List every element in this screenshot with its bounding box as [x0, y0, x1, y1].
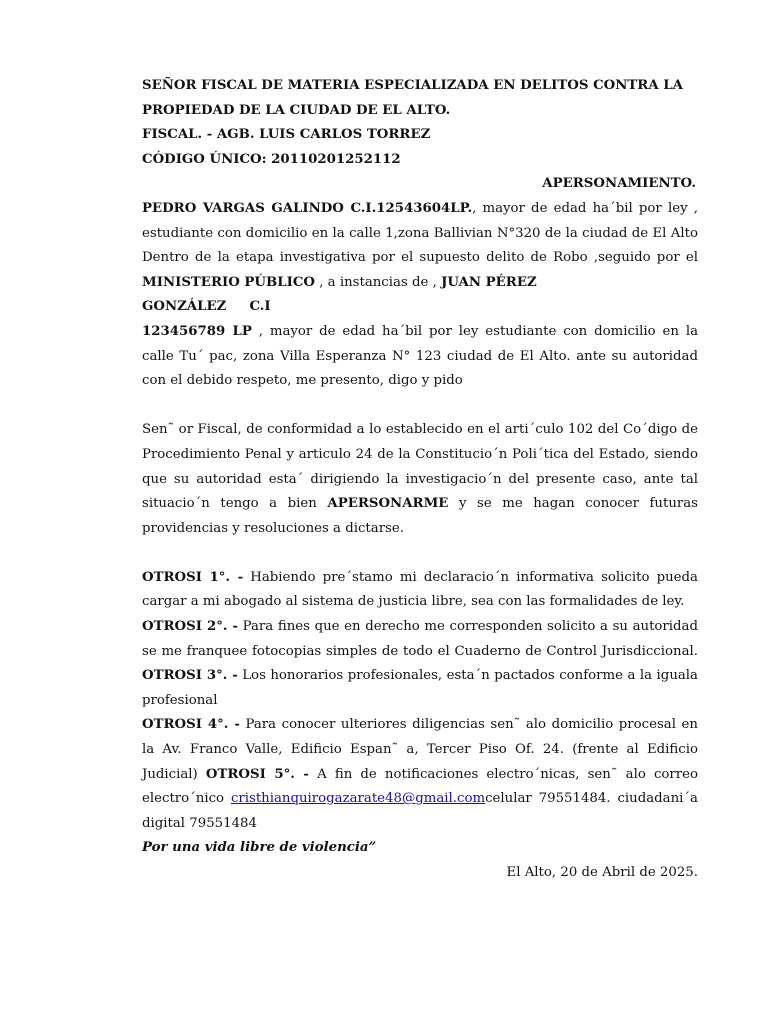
intro-text	[142, 197, 698, 295]
ministerio-publico: MINISTERIO PÚBLICO	[142, 274, 315, 290]
otrosi-1-label: OTROSI 1°. -	[142, 569, 244, 585]
email-link[interactable]: cristhianquirogazarate48@gmail.com	[230, 791, 486, 807]
otrosi-4-text: Para conocer ulteriores diligencias sen˜ alo domicilio procesal en la Av. Franco Valle, Edificio Espan˜ a, Tercer Piso Of. 24. (frente al Edificio Judicial)	[142, 717, 698, 782]
document-title: APERSONAMIENTO.	[542, 176, 696, 192]
document-content	[142, 74, 698, 886]
apersonarme-keyword: APERSONARME	[327, 496, 449, 512]
accused-ci: 123456789 LP	[142, 323, 252, 339]
intro-text-1: , mayor de edad ha´bil por ley , estudiante con domicilio en la calle 1,zona Ballivian N°320 de la ciudad de El Alto Dentro de la etapa investigativa por el supuesto delito de Robo ,seguido por el	[142, 200, 698, 266]
otrosi-5-tail: celular 79551484. ciudadani´a digital 79551484	[142, 791, 698, 831]
otrosi-2-text: Para fines que en derecho me corresponden solicito a su autoridad se me franquee fotocopias simples de todo el Cuaderno de Control Jurisdiccional.	[142, 619, 698, 659]
otrosi-5-text: A fin de notificaciones electro´nicas, sen˜ alo correo electro´nico	[142, 766, 699, 807]
otrosi-3-text: Los honorarios profesionales, esta´n pactados conforme a la iguala profesional	[142, 668, 698, 708]
addressee-line-2: PROPIEDAD DE LA CIUDAD DE EL ALTO.	[142, 102, 451, 118]
otrosi-4-5-paragraph	[142, 713, 698, 836]
accused-name-part-1: JUAN PÉREZ	[441, 274, 537, 290]
slogan: Por una vida libre de violencia”	[142, 840, 377, 856]
petition-paragraph	[142, 418, 698, 541]
otrosi-4-label: OTROSI 4°. -	[142, 717, 240, 733]
petition-text-2: y se me hagan conocer futuras providencias y resoluciones a dictarse.	[142, 496, 698, 536]
petitioner-name: PEDRO VARGAS GALINDO C.I.12543604LP.	[142, 200, 473, 216]
otrosi-2-3-paragraph	[142, 615, 698, 713]
case-code-line: CÓDIGO ÚNICO: 20110201252112	[142, 151, 401, 167]
intro-text-3: , mayor de edad ha´bil por ley estudiante con domicilio en la calle Tu´ pac, zona Villa Esperanza N° 123 ciudad de El Alto. ante su autoridad con el debido respeto, me presento, digo y pido	[142, 323, 698, 389]
otrosi-2-label: OTROSI 2°. -	[142, 619, 239, 635]
petition-text-1: Sen˜ or Fiscal, de conformidad a lo establecido en el arti´culo 102 del Co´digo de Procedimiento Penal y articulo 24 de la Constitucio´n Poli´tica del Estado, siendo que su autoridad esta´ dirigiendo la investigacio´n del presente caso, ante tal situacio´n tengo a bien	[142, 422, 698, 512]
spacer	[142, 394, 698, 419]
date-line: El Alto, 20 de Abril de 2025.	[506, 865, 698, 880]
otrosi-1-text: Habiendo pre´stamo mi declaracio´n informativa solicito pueda cargar a mi abogado al sistema de justicia libre, sea con las formalidades de ley.	[142, 569, 698, 610]
otrosi-5-label: OTROSI 5°. -	[205, 766, 309, 782]
prosecutor-line: FISCAL. - AGB. LUIS CARLOS TORREZ	[142, 127, 431, 143]
otrosi-1-paragraph	[142, 566, 698, 615]
addressee-line-1: SEÑOR FISCAL DE MATERIA ESPECIALIZADA EN DELITOS CONTRA LA	[142, 78, 683, 93]
intro-text-2: , a instancias de ,	[315, 274, 437, 290]
spacer	[142, 541, 698, 566]
intro-continuation	[142, 320, 698, 394]
otrosi-3-label: OTROSI 3°. -	[142, 668, 238, 684]
intro-paragraph	[142, 197, 698, 394]
accused-name-part-2: GONZÁLEZ C.I	[142, 299, 271, 315]
